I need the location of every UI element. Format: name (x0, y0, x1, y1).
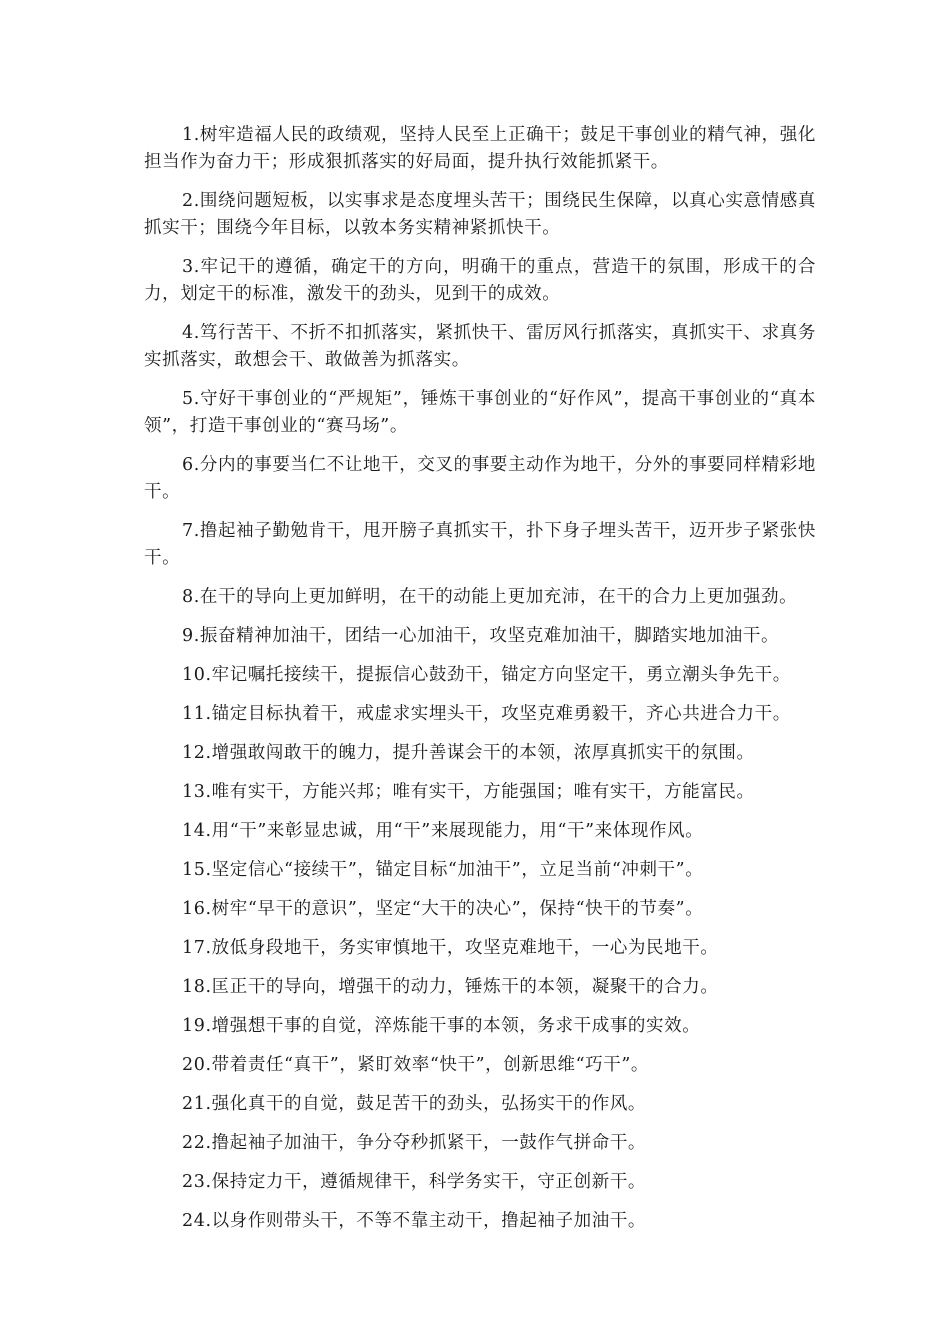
list-item: 3.牢记干的遵循，确定干的方向，明确干的重点，营造干的氛围，形成干的合力，划定干的标准，激发干的劲头，见到干的成效。 (144, 257, 816, 304)
list-item: 22.撸起袖子加油干，争分夺秒抓紧干，一鼓作气拼命干。 (182, 1133, 647, 1153)
list-item: 14.用“干”来彰显忠诚，用“干”来展现能力，用“干”来体现作风。 (182, 821, 704, 841)
list-item: 21.强化真干的自觉，鼓足苦干的劲头，弘扬实干的作风。 (182, 1094, 647, 1114)
list-item: 19.增强想干事的自觉，淬炼能干事的本领，务求干成事的实效。 (182, 1016, 701, 1036)
list-item: 4.笃行苦干、不折不扣抓落实，紧抓快干、雷厉风行抓落实，真抓实干、求真务实抓落实，敢想会干、敢做善为抓落实。 (144, 323, 816, 370)
list-item: 6.分内的事要当仁不让地干，交叉的事要主动作为地干，分外的事要同样精彩地干。 (144, 455, 816, 502)
list-item: 8.在干的导向上更加鲜明，在干的动能上更加充沛，在干的合力上更加强劲。 (182, 587, 798, 607)
list-item: 24.以身作则带头干，不等不靠主动干，撸起袖子加油干。 (182, 1211, 647, 1231)
list-item: 18.匡正干的导向，增强干的动力，锤炼干的本领，凝聚干的合力。 (182, 977, 719, 997)
list-item: 17.放低身段地干，务实审慎地干，攻坚克难地干，一心为民地干。 (182, 938, 719, 958)
list-item: 11.锚定目标执着干，戒虚求实埋头干，攻坚克难勇毅干，齐心共进合力干。 (182, 704, 791, 724)
list-item: 1.树牢造福人民的政绩观，坚持人民至上正确干；鼓足干事创业的精气神，强化担当作为奋力干；形成狠抓落实的好局面，提升执行效能抓紧干。 (144, 125, 816, 172)
list-item: 20.带着责任“真干”，紧盯效率“快干”，创新思维“巧干”。 (182, 1055, 650, 1075)
list-item: 16.树牢“早干的意识”，坚定“大干的决心”，保持“快干的节奏”。 (182, 899, 704, 919)
list-item: 13.唯有实干，方能兴邦；唯有实干，方能强国；唯有实干，方能富民。 (182, 782, 755, 802)
list-item: 12.增强敢闯敢干的魄力，提升善谋会干的本领，浓厚真抓实干的氛围。 (182, 743, 755, 763)
document-body (144, 122, 816, 1247)
list-item: 23.保持定力干，遵循规律干，科学务实干，守正创新干。 (182, 1172, 647, 1192)
list-item: 7.撸起袖子勤勉肯干，甩开膀子真抓实干，扑下身子埋头苦干，迈开步子紧张快干。 (144, 521, 816, 568)
list-item: 5.守好干事创业的“严规矩”，锤炼干事创业的“好作风”，提高干事创业的“真本领”，打造干事创业的“赛马场”。 (144, 389, 816, 436)
list-item: 9.振奋精神加油干，团结一心加油干，攻坚克难加油干，脚踏实地加油干。 (182, 626, 780, 646)
list-item: 15.坚定信心“接续干”，锚定目标“加油干”，立足当前“冲刺干”。 (182, 860, 704, 880)
list-item: 10.牢记嘱托接续干，提振信心鼓劲干，锚定方向坚定干，勇立潮头争先干。 (182, 665, 791, 685)
list-item: 2.围绕问题短板，以实事求是态度埋头苦干；围绕民生保障，以真心实意情感真抓实干；围绕今年目标，以敦本务实精神紧抓快干。 (144, 191, 816, 238)
